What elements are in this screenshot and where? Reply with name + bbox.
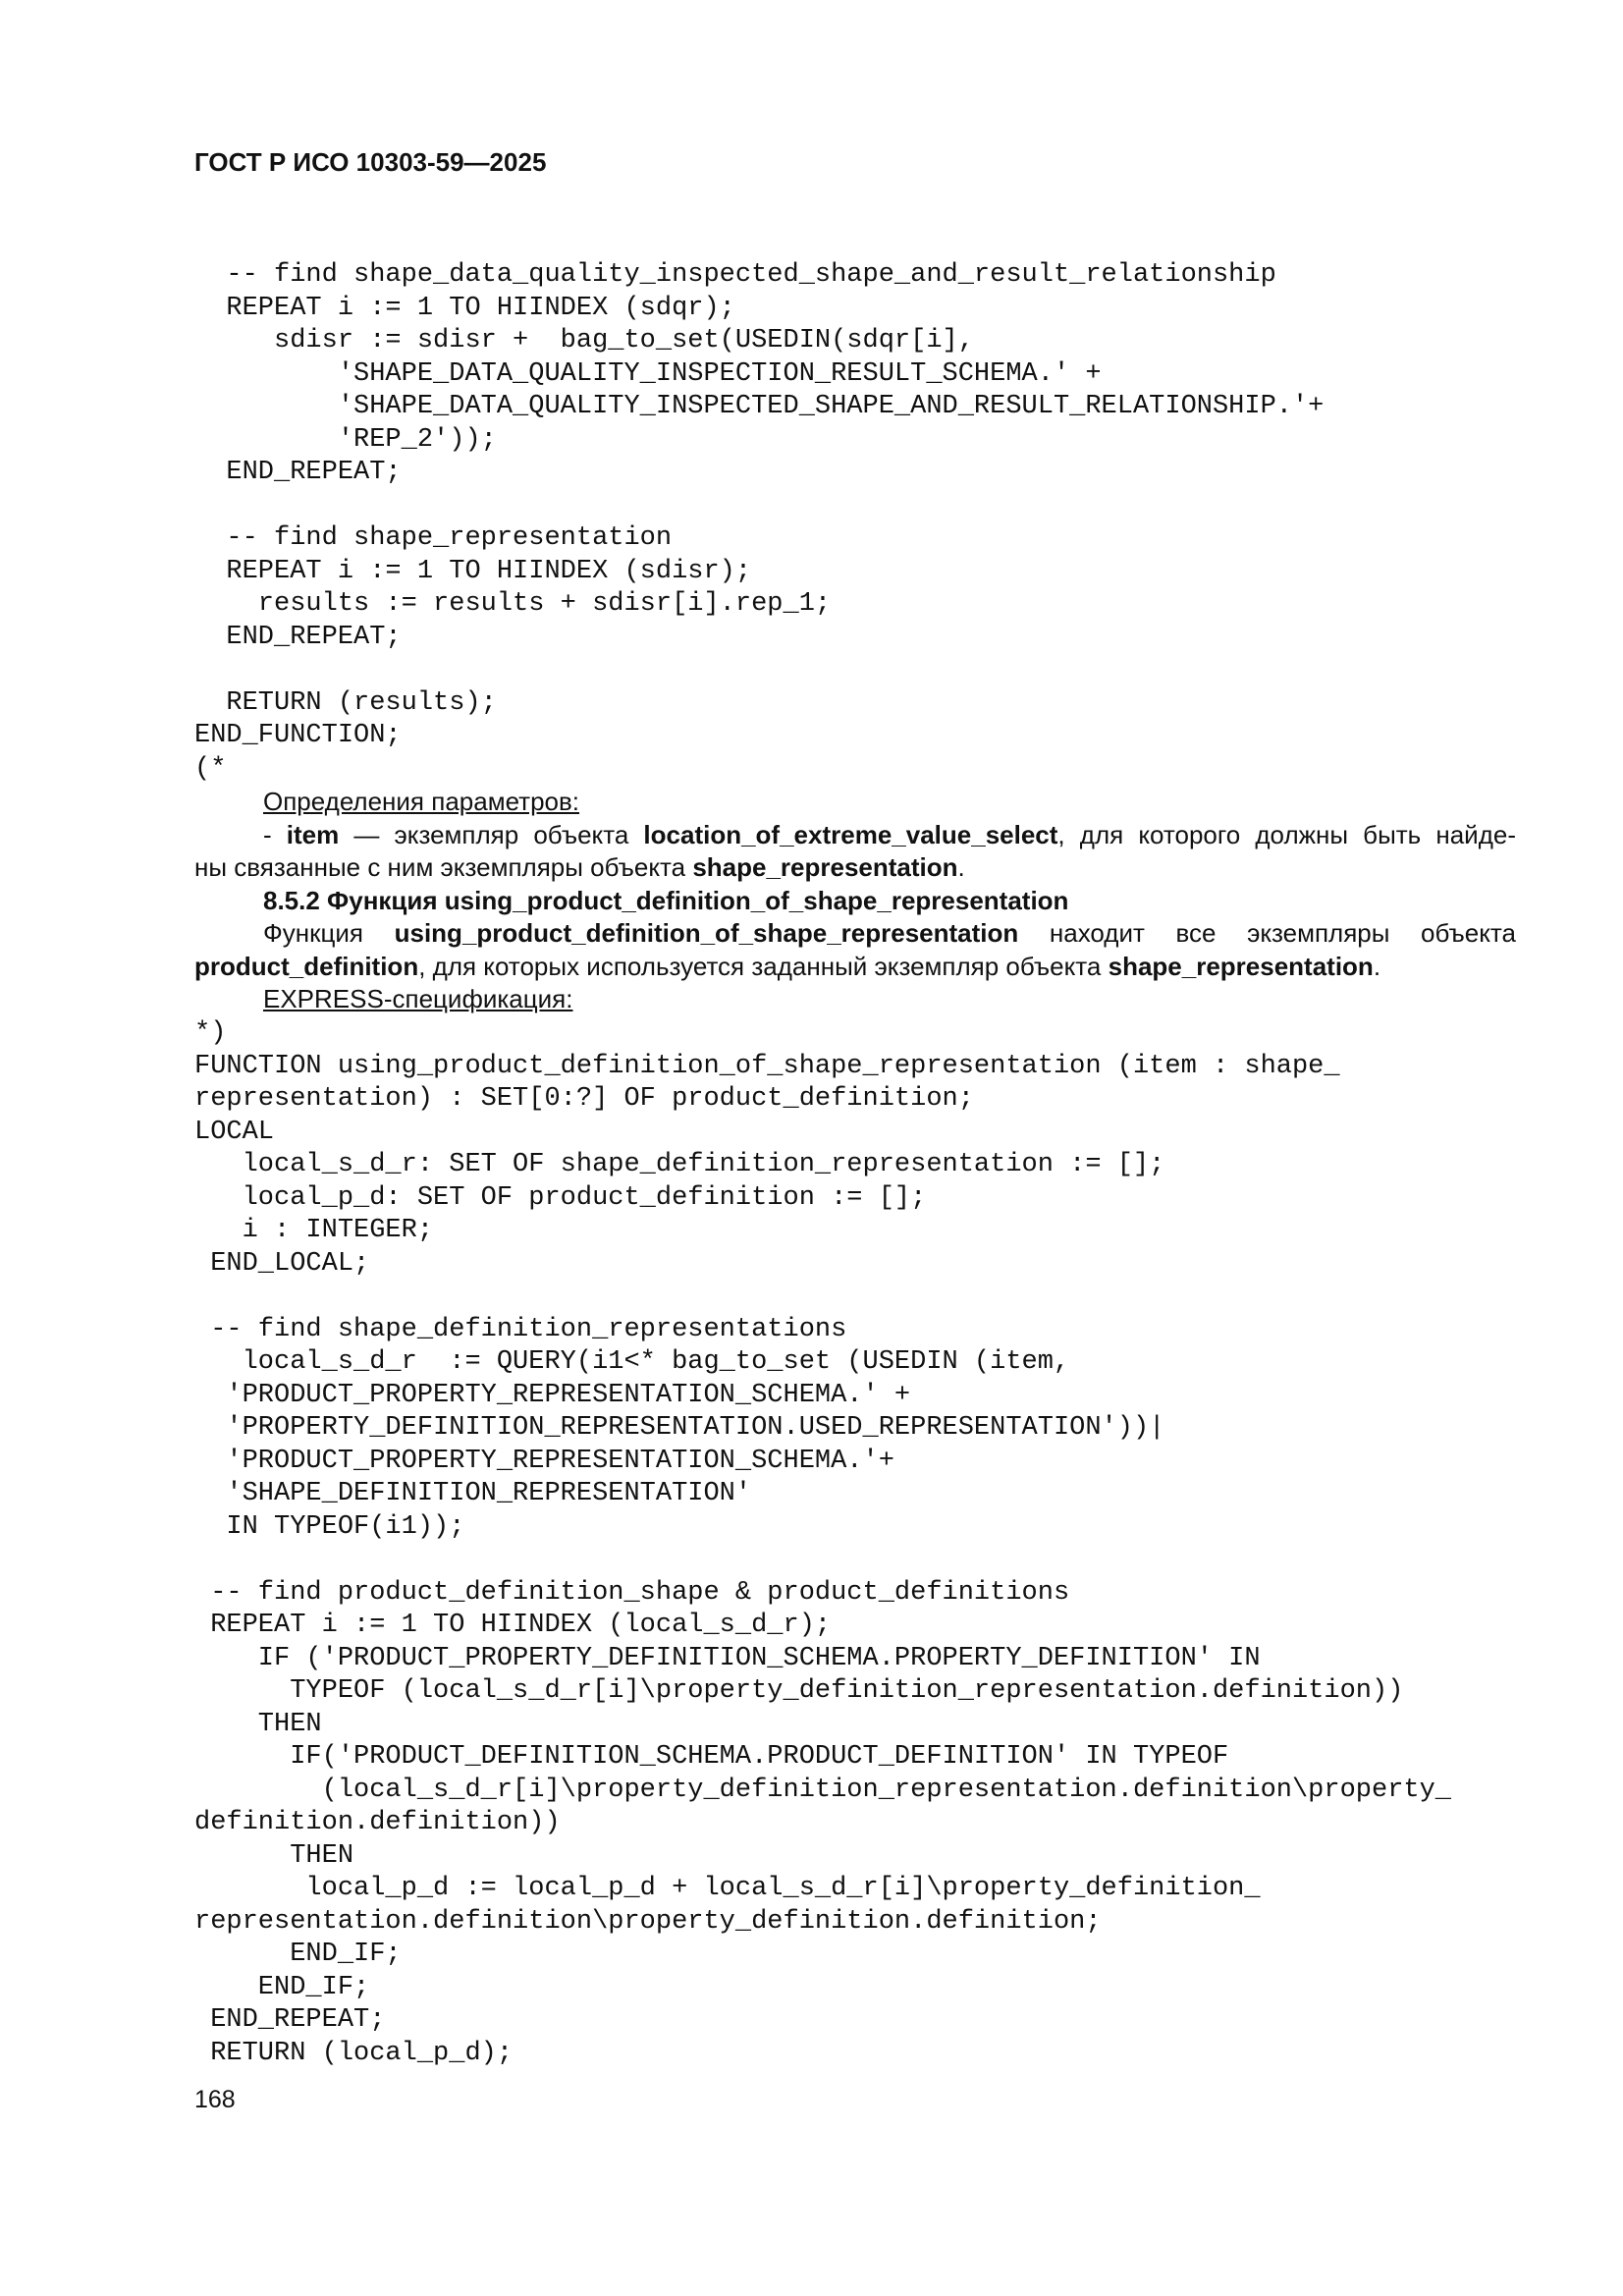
desc-text: . [1373,951,1381,981]
param-item-term: item [286,819,340,849]
param-entity-2: shape_representation [692,852,958,882]
section-desc-line-2 [194,951,1516,984]
desc-entity-2: shape_representation [1108,951,1374,981]
document-header: ГОСТ Р ИСО 10303-59—2025 [194,147,547,177]
section-heading: 8.5.2 Функция using_product_definition_of_shape_representation [263,885,1069,915]
desc-function-name: using_product_definition_of_shape_representation [394,918,1019,948]
desc-text: Функция [263,918,395,948]
dash: - [263,819,287,849]
section-desc-line-1 [194,917,1516,951]
page-number: 168 [194,2086,236,2113]
desc-entity-1: product_definition [194,951,419,981]
parameter-item-line [194,819,1516,852]
param-text: — экземпляр объекта [339,819,644,849]
section-heading-line [194,885,1516,918]
express-code-block-function: *) FUNCTION using_product_definition_of_shape_representation (item : shape_ representation) : SET[0:?] OF product_definition; LOCAL local_s_d_r: SET OF shape_definition_representation := []; local_p_d: SET OF product_definition := []; i : INTEGER; END_LOCAL; -- find shape_definition_representations local_s_d_r := QUERY(i1<* bag_to_set (USEDIN (item, 'PRODUCT_PROPERTY_REPRESENTATION_SCHEMA.' + 'PROPERTY_DEFINITION_REPRESENTATION.USED_REPRESENTATION'))| 'PRODUCT_PROPERTY_REPRESENTATION_SCHEMA.'+ 'SHAPE_DEFINITION_REPRESENTATION' IN TYPEOF(i1)); -- find product_definition_shape & product_definitions REPEAT i := 1 TO HIINDEX (local_s_d_r); IF ('PRODUCT_PROPERTY_DEFINITION_SCHEMA.PROPERTY_DEFINITION' IN TYPEOF (local_s_d_r[i]\property_definition_representation.definition)) THEN IF('PRODUCT_DEFINITION_SCHEMA.PRODUCT_DEFINITION' IN TYPEOF (local_s_d_r[i]\property_definition_representation.definition\property_ definition.definition)) THEN local_p_d := local_p_d + local_s_d_r[i]\property_definition_ representation.definition\property_definition.definition; END_IF; END_IF; END_REPEAT; RETURN (local_p_d); [194,1018,1452,2068]
express-spec-line [194,983,1516,1016]
param-text: ны связанные с ним экземпляры объекта [194,852,693,882]
parameter-definitions [194,786,1516,1016]
desc-text: , для которых используется заданный экземпляр объекта [418,951,1109,981]
express-code-block-top: -- find shape_data_quality_inspected_shape_and_result_relationship REPEAT i := 1 TO HIINDEX (sdqr); sdisr := sdisr + bag_to_set(USEDIN(sdqr[i], 'SHAPE_DATA_QUALITY_INSPECTION_RESULT_SCHEMA.' + 'SHAPE_DATA_QUALITY_INSPECTED_SHAPE_AND_RESULT_RELATIONSHIP.'+ 'REP_2')); END_REPEAT; -- find shape_representation REPEAT i := 1 TO HIINDEX (sdisr); results := results + sdisr[i].rep_1; END_REPEAT; RETURN (results); END_FUNCTION; (* [194,260,1325,784]
parameters-heading-line [194,786,1516,819]
express-spec-heading: EXPRESS-спецификация: [263,984,573,1013]
desc-text: находит все экземпляры объекта [1018,918,1516,948]
param-text: . [957,852,965,882]
parameters-heading: Определения параметров: [263,787,580,816]
parameter-item-continuation [194,851,1516,885]
param-text: , для которого должны быть найде- [1057,819,1516,849]
param-entity: location_of_extreme_value_select [643,819,1058,849]
